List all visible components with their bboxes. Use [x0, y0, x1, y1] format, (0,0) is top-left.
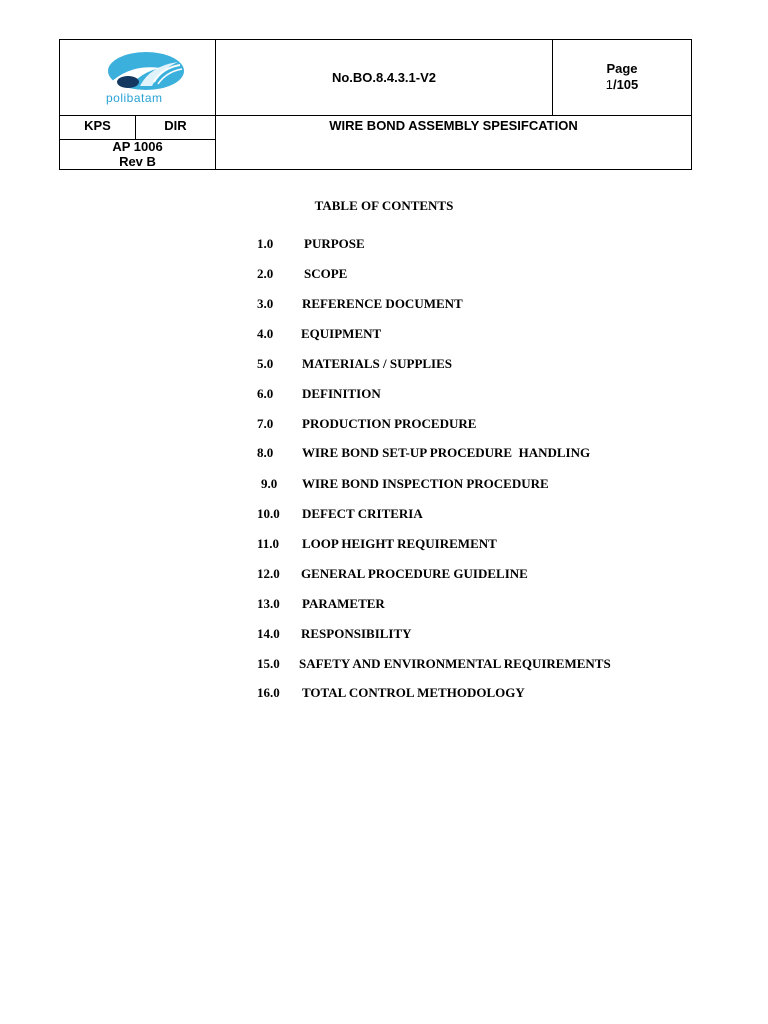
document-number: No.BO.8.4.3.1-V2 — [331, 70, 437, 85]
toc-item-number: 14.0 — [257, 626, 280, 641]
toc-item-number: 8.0 — [257, 445, 274, 460]
kps-label: KPS — [84, 118, 111, 133]
document-header-table — [59, 39, 692, 170]
toc-item-number: 11.0 — [257, 536, 280, 551]
toc-item-number: 12.0 — [257, 566, 280, 581]
toc-item-label: RESPONSIBILITY — [301, 626, 412, 641]
header-divider — [60, 115, 691, 116]
toc-item-number: 2.0 — [257, 266, 274, 281]
toc-item-number: 16.0 — [257, 685, 280, 700]
toc-item-number: 15.0 — [257, 656, 280, 671]
toc-item-label: EQUIPMENT — [301, 326, 382, 341]
toc-item-label: DEFECT CRITERIA — [302, 506, 423, 521]
page-label: Page — [606, 61, 638, 76]
page-number — [553, 77, 691, 93]
toc-item-label: SCOPE — [304, 266, 348, 281]
toc-item-number: 6.0 — [257, 386, 274, 401]
header-divider — [215, 40, 216, 169]
toc-item-number: 13.0 — [257, 596, 280, 611]
toc-item-number: 10.0 — [257, 506, 280, 521]
toc-item-label: PRODUCTION PROCEDURE — [302, 416, 477, 431]
toc-item-label: PURPOSE — [304, 236, 365, 251]
toc-item-number: 1.0 — [257, 236, 274, 251]
page-total: /105 — [612, 77, 639, 92]
toc-item-label: GENERAL PROCEDURE GUIDELINE — [301, 566, 528, 581]
document-title: WIRE BOND ASSEMBLY SPESIFCATION — [329, 118, 578, 133]
toc-item-label: SAFETY AND ENVIRONMENTAL REQUIREMENTS — [299, 656, 611, 671]
revision: Rev B — [119, 154, 156, 169]
logo-wordmark: polibatam — [106, 91, 163, 105]
toc-title: TABLE OF CONTENTS — [314, 198, 454, 213]
toc-item-number: 7.0 — [257, 416, 274, 431]
toc-item-number: 4.0 — [257, 326, 274, 341]
toc-item-number: 9.0 — [261, 476, 278, 491]
toc-item-label: MATERIALS / SUPPLIES — [302, 356, 453, 371]
toc-item-label: WIRE BOND SET-UP PROCEDURE HANDLING — [302, 445, 591, 460]
toc-item-label: LOOP HEIGHT REQUIREMENT — [302, 536, 497, 551]
toc-item-label: REFERENCE DOCUMENT — [302, 296, 463, 311]
page-current: 1 — [605, 77, 613, 92]
ap-code: AP 1006 — [112, 139, 163, 154]
toc-item-label: PARAMETER — [302, 596, 385, 611]
ap-revision-block — [60, 139, 215, 169]
dir-label: DIR — [164, 118, 187, 133]
toc-item-number: 5.0 — [257, 356, 274, 371]
toc-item-label: TOTAL CONTROL METHODOLOGY — [302, 685, 525, 700]
toc-item-number: 3.0 — [257, 296, 274, 311]
page-indicator — [553, 61, 691, 93]
toc-item-label: WIRE BOND INSPECTION PROCEDURE — [302, 476, 549, 491]
toc-item-label: DEFINITION — [302, 386, 381, 401]
